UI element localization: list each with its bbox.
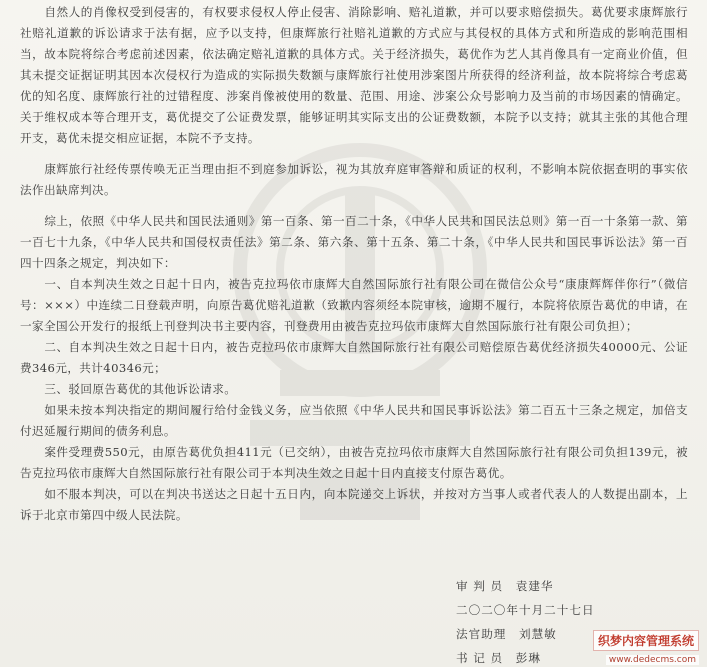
paragraph-ruling-item-1: 一、自本判决生效之日起十日内，被告克拉玛依市康辉大自然国际旅行社有限公司在微信公众号“康康辉辉伴你行”（微信号：×××）中连续二日登载声明，向原告葛优赔礼道歉（致歉内容须经本院审核，逾期不履行，本院将依原告葛优的申请，在一家全国公开发行的报纸上刊登判决书主要内容，刊登费用由被告克拉玛依市康辉大自然国际旅行社有限公司负担）；: [20, 277, 688, 333]
site-watermark-url: www.dedecms.com: [606, 655, 699, 665]
signature-clerk: 书 记 员 彭琳: [456, 651, 541, 665]
paragraph-delayed-payment: 如果未按本判决指定的期间履行给付金钱义务，应当依照《中华人民共和国民事诉讼法》第二百五十三条之规定，加倍支付迟延履行期间的债务利息。: [20, 403, 688, 438]
paragraph-default-judgment: 康辉旅行社经传票传唤无正当理由拒不到庭参加诉讼，视为其放弃庭审答辩和质证的权利，不影响本院依据查明的事实依法作出缺席判决。: [20, 162, 688, 197]
paragraph-reasoning-portrait: 自然人的肖像权受到侵害的，有权要求侵权人停止侵害、消除影响、赔礼道歉，并可以要求赔偿损失。葛优要求康辉旅行社赔礼道歉的诉讼请求于法有据，应予以支持，但康辉旅行社赔礼道歉的方式应与其侵权的具体方式和所造成的影响范围相当，故本院将综合考虑前述因素，依法确定赔礼道歉的具体方式。关于经济损失，葛优作为艺人其肖像具有一定商业价值，但其未提交证据证明其因本次侵权行为造成的实际损失数额与康辉旅行社使用涉案图片所获得的经济利益，故本院将综合考虑葛优的知名度、康辉旅行社的过错程度、涉案肖像被使用的数量、范围、用途、涉案公众号影响力及当前的市场因素的情确定。关于维权成本等合理开支，葛优提交了公证费发票，能够证明其实际支出的公证费数额，本院予以支持；就其主张的其他合理开支，葛优未提交相应证据，本院不予支持。: [20, 5, 688, 145]
site-watermark-title: 织梦内容管理系统: [593, 630, 699, 651]
signature-judge: 审 判 员 袁建华: [456, 579, 554, 593]
paragraph-ruling-item-2: 二、自本判决生效之日起十日内，被告克拉玛依市康辉大自然国际旅行社有限公司赔偿原告葛优经济损失40000元、公证费346元，共计40346元；: [20, 340, 688, 375]
signature-date: 二〇二〇年十月二十七日: [456, 603, 595, 617]
paragraph-legal-basis: 综上，依照《中华人民共和国民法通则》第一百条、第一百二十条，《中华人民共和国民法总则》第一百一十条第一款、第一百七十九条，《中华人民共和国侵权责任法》第二条、第六条、第十五条、第二十条，《中华人民共和国民事诉讼法》第一百四十四条之规定，判决如下：: [20, 214, 688, 270]
judgment-text: [20, 2, 688, 526]
paragraph-ruling-item-3: 三、驳回原告葛优的其他诉讼请求。: [44, 382, 237, 396]
signature-assistant: 法官助理 刘慧敏: [456, 627, 557, 641]
paragraph-case-fee: 案件受理费550元，由原告葛优负担411元（已交纳），由被告克拉玛依市康辉大自然国际旅行社有限公司负担139元，被告克拉玛依市康辉大自然国际旅行社有限公司于本判决生效之日起十日内直接支付原告葛优。: [20, 445, 688, 480]
paragraph-appeal-notice: 如不服本判决，可以在判决书送达之日起十五日内，向本院递交上诉状，并按对方当事人或者代表人的人数提出副本，上诉于北京市第四中级人民法院。: [20, 487, 688, 522]
